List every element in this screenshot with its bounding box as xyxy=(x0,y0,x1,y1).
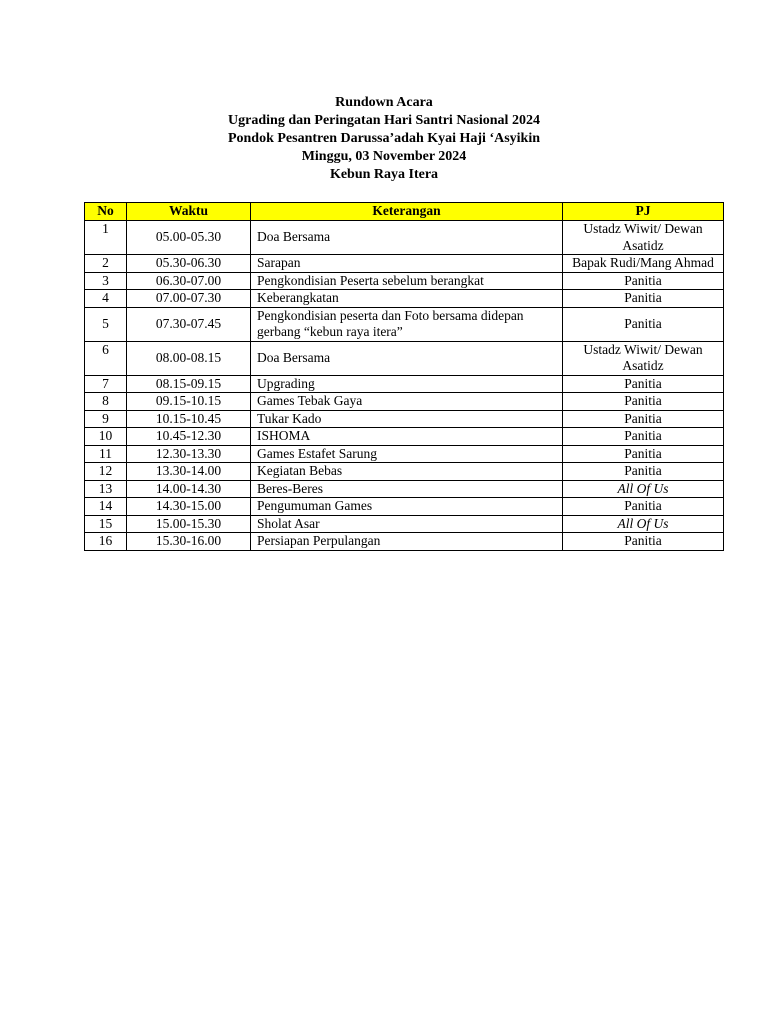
cell-waktu: 15.30-16.00 xyxy=(127,533,251,551)
header-location: Kebun Raya Itera xyxy=(329,167,439,182)
cell-waktu: 13.30-14.00 xyxy=(127,463,251,481)
table-row xyxy=(85,463,724,481)
table-row xyxy=(85,272,724,290)
document-header xyxy=(0,94,768,184)
cell-waktu: 07.30-07.45 xyxy=(127,307,251,341)
cell-waktu: 12.30-13.30 xyxy=(127,445,251,463)
cell-no: 13 xyxy=(85,480,127,498)
cell-waktu: 10.15-10.45 xyxy=(127,410,251,428)
table-row xyxy=(85,445,724,463)
header-title: Rundown Acara xyxy=(335,95,433,110)
cell-waktu: 08.00-08.15 xyxy=(127,341,251,375)
cell-waktu: 05.00-05.30 xyxy=(127,221,251,255)
table-row xyxy=(85,290,724,308)
cell-pj: All Of Us xyxy=(563,480,724,498)
cell-no: 8 xyxy=(85,393,127,411)
cell-no: 11 xyxy=(85,445,127,463)
cell-keterangan: Sarapan xyxy=(251,255,563,273)
cell-no: 5 xyxy=(85,307,127,341)
cell-waktu: 05.30-06.30 xyxy=(127,255,251,273)
cell-keterangan: Tukar Kado xyxy=(251,410,563,428)
cell-keterangan: Doa Bersama xyxy=(251,221,563,255)
cell-keterangan: ISHOMA xyxy=(251,428,563,446)
cell-keterangan: Pengkondisian peserta dan Foto bersama didepan gerbang “kebun raya itera” xyxy=(251,307,563,341)
cell-pj: Panitia xyxy=(563,445,724,463)
cell-waktu: 08.15-09.15 xyxy=(127,375,251,393)
cell-pj: Panitia xyxy=(563,463,724,481)
rundown-table xyxy=(84,202,724,551)
cell-pj: Panitia xyxy=(563,533,724,551)
header-organizer: Pondok Pesantren Darussa’adah Kyai Haji ‘Asyikin xyxy=(227,131,541,146)
cell-keterangan: Games Estafet Sarung xyxy=(251,445,563,463)
table-row xyxy=(85,307,724,341)
table-row xyxy=(85,221,724,255)
cell-pj: Panitia xyxy=(563,393,724,411)
cell-keterangan: Beres-Beres xyxy=(251,480,563,498)
header-date: Minggu, 03 November 2024 xyxy=(301,149,467,164)
cell-pj: Panitia xyxy=(563,410,724,428)
cell-no: 16 xyxy=(85,533,127,551)
cell-waktu: 14.00-14.30 xyxy=(127,480,251,498)
cell-no: 6 xyxy=(85,341,127,375)
table-row xyxy=(85,428,724,446)
table-row xyxy=(85,410,724,428)
table-row xyxy=(85,341,724,375)
cell-pj: Ustadz Wiwit/ Dewan Asatidz xyxy=(563,341,724,375)
table-row xyxy=(85,393,724,411)
cell-pj: Panitia xyxy=(563,375,724,393)
cell-pj: Panitia xyxy=(563,290,724,308)
cell-no: 9 xyxy=(85,410,127,428)
cell-keterangan: Kegiatan Bebas xyxy=(251,463,563,481)
cell-keterangan: Pengumuman Games xyxy=(251,498,563,516)
cell-keterangan: Upgrading xyxy=(251,375,563,393)
cell-waktu: 15.00-15.30 xyxy=(127,515,251,533)
header-event-name: Ugrading dan Peringatan Hari Santri Nasional 2024 xyxy=(228,113,540,128)
cell-keterangan: Doa Bersama xyxy=(251,341,563,375)
cell-waktu: 14.30-15.00 xyxy=(127,498,251,516)
table-row xyxy=(85,498,724,516)
column-header-waktu: Waktu xyxy=(127,203,251,221)
cell-pj: Panitia xyxy=(563,428,724,446)
column-header-pj: PJ xyxy=(563,203,724,221)
cell-pj: Ustadz Wiwit/ Dewan Asatidz xyxy=(563,221,724,255)
cell-waktu: 09.15-10.15 xyxy=(127,393,251,411)
table-row xyxy=(85,515,724,533)
cell-pj: Panitia xyxy=(563,498,724,516)
cell-waktu: 06.30-07.00 xyxy=(127,272,251,290)
table-body xyxy=(85,221,724,551)
cell-pj: Panitia xyxy=(563,307,724,341)
cell-no: 1 xyxy=(85,221,127,255)
table-row xyxy=(85,255,724,273)
cell-keterangan: Sholat Asar xyxy=(251,515,563,533)
cell-keterangan: Persiapan Perpulangan xyxy=(251,533,563,551)
cell-no: 7 xyxy=(85,375,127,393)
cell-no: 4 xyxy=(85,290,127,308)
cell-pj: All Of Us xyxy=(563,515,724,533)
table-row xyxy=(85,375,724,393)
cell-keterangan: Pengkondisian Peserta sebelum berangkat xyxy=(251,272,563,290)
table-row xyxy=(85,480,724,498)
cell-no: 2 xyxy=(85,255,127,273)
table-row xyxy=(85,533,724,551)
cell-pj: Bapak Rudi/Mang Ahmad xyxy=(563,255,724,273)
cell-no: 15 xyxy=(85,515,127,533)
cell-waktu: 07.00-07.30 xyxy=(127,290,251,308)
cell-no: 14 xyxy=(85,498,127,516)
column-header-no: No xyxy=(85,203,127,221)
cell-keterangan: Keberangkatan xyxy=(251,290,563,308)
column-header-keterangan: Keterangan xyxy=(251,203,563,221)
cell-keterangan: Games Tebak Gaya xyxy=(251,393,563,411)
cell-no: 3 xyxy=(85,272,127,290)
cell-no: 12 xyxy=(85,463,127,481)
cell-pj: Panitia xyxy=(563,272,724,290)
table-header-row xyxy=(85,203,724,221)
cell-no: 10 xyxy=(85,428,127,446)
cell-waktu: 10.45-12.30 xyxy=(127,428,251,446)
